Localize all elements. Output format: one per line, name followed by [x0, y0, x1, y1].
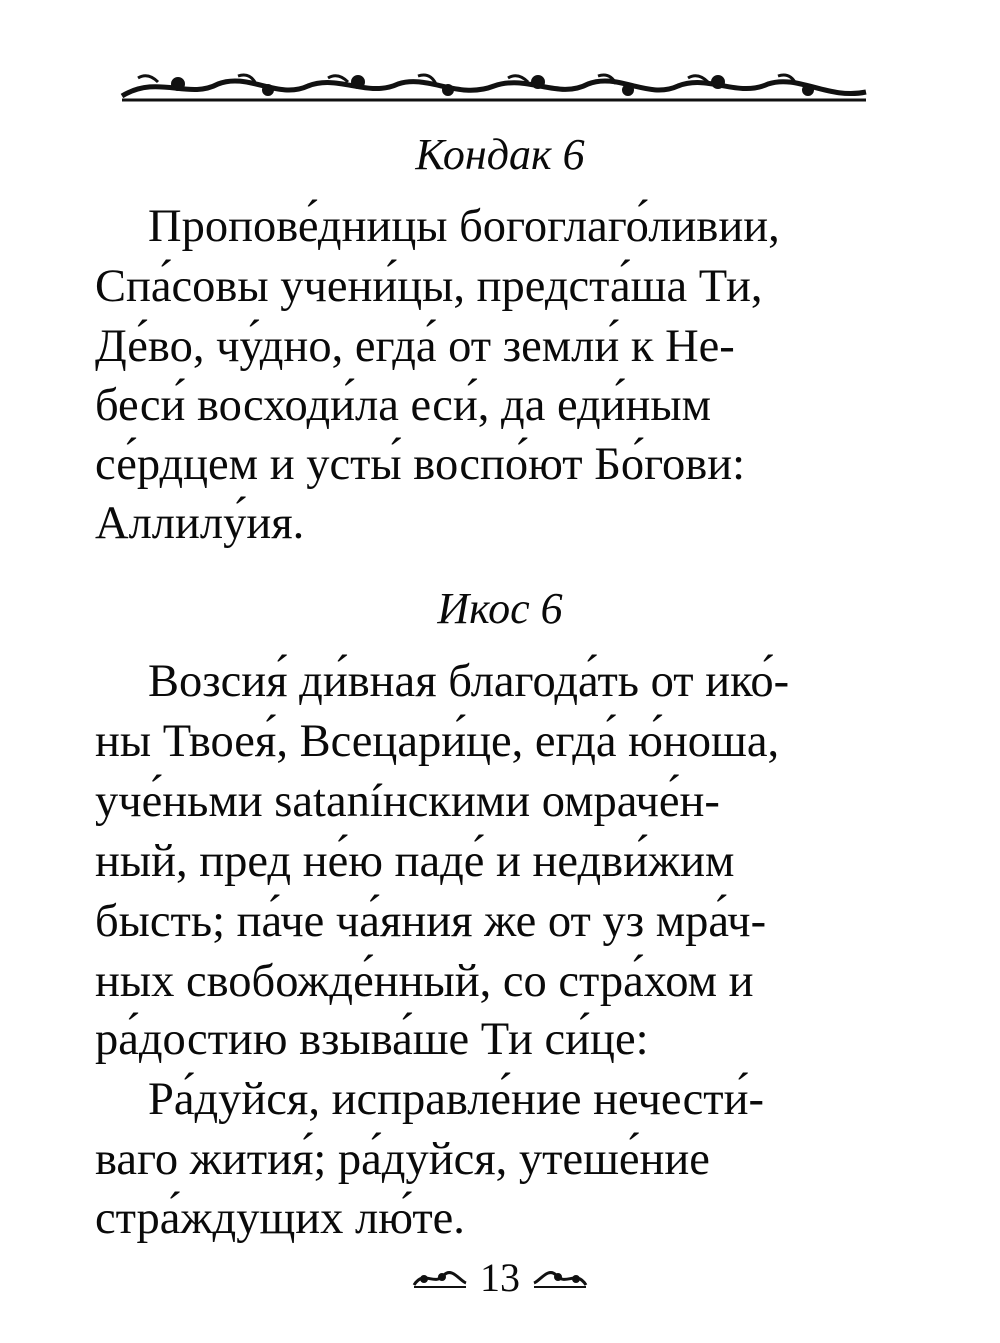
right-ornament-icon	[532, 1267, 588, 1289]
ikos-line-9: ваго жития́; ра́дуйся, утеше́ние	[95, 1134, 710, 1185]
ikos-line-1: Возсия́ ди́вная благода́ть от ико́-	[148, 656, 790, 707]
ikos-line-5: бысть; па́че ча́яния же от уз мра́ч-	[95, 896, 767, 947]
ikos-line-4: ный, пред не́ю паде́ и недви́жим	[95, 836, 735, 887]
page-number: 13	[480, 1255, 520, 1300]
ikos-line-3: уче́ньми sataníнскими омраче́н-	[95, 776, 720, 827]
top-ornament-border	[118, 70, 870, 104]
ikos-heading: Икос 6	[437, 584, 563, 633]
page-footer	[0, 1248, 1000, 1308]
kondak-heading: Кондак 6	[415, 130, 585, 179]
left-ornament-icon	[412, 1267, 468, 1289]
ikos-line-8: Ра́дуйся, исправле́ние нечести́-	[148, 1074, 764, 1125]
kondak-line-1: Пропове́дницы богоглаго́ливии,	[148, 201, 780, 252]
kondak-line-2: Спа́совы учени́цы, предста́ша Ти,	[95, 261, 763, 312]
kondak-line-4: беси́ восходи́ла еси́, да еди́ным	[95, 380, 712, 431]
ikos-line-10: стра́ждущих лю́те.	[95, 1193, 465, 1244]
ikos-line-2: ны Твоея́, Всецари́це, егда́ ю́ноша,	[95, 716, 780, 767]
kondak-line-6: Аллилу́ия.	[95, 498, 305, 549]
kondak-line-3: Де́во, чу́дно, егда́ от земли́ к Не-	[95, 321, 735, 372]
kondak-line-5: се́рдцем и усты́ воспо́ют Бо́гови:	[95, 439, 746, 490]
ikos-line-6: ных свобожде́нный, со стра́хом и	[95, 956, 754, 1007]
ikos-line-7: ра́достию взыва́ше Ти си́це:	[95, 1014, 649, 1065]
